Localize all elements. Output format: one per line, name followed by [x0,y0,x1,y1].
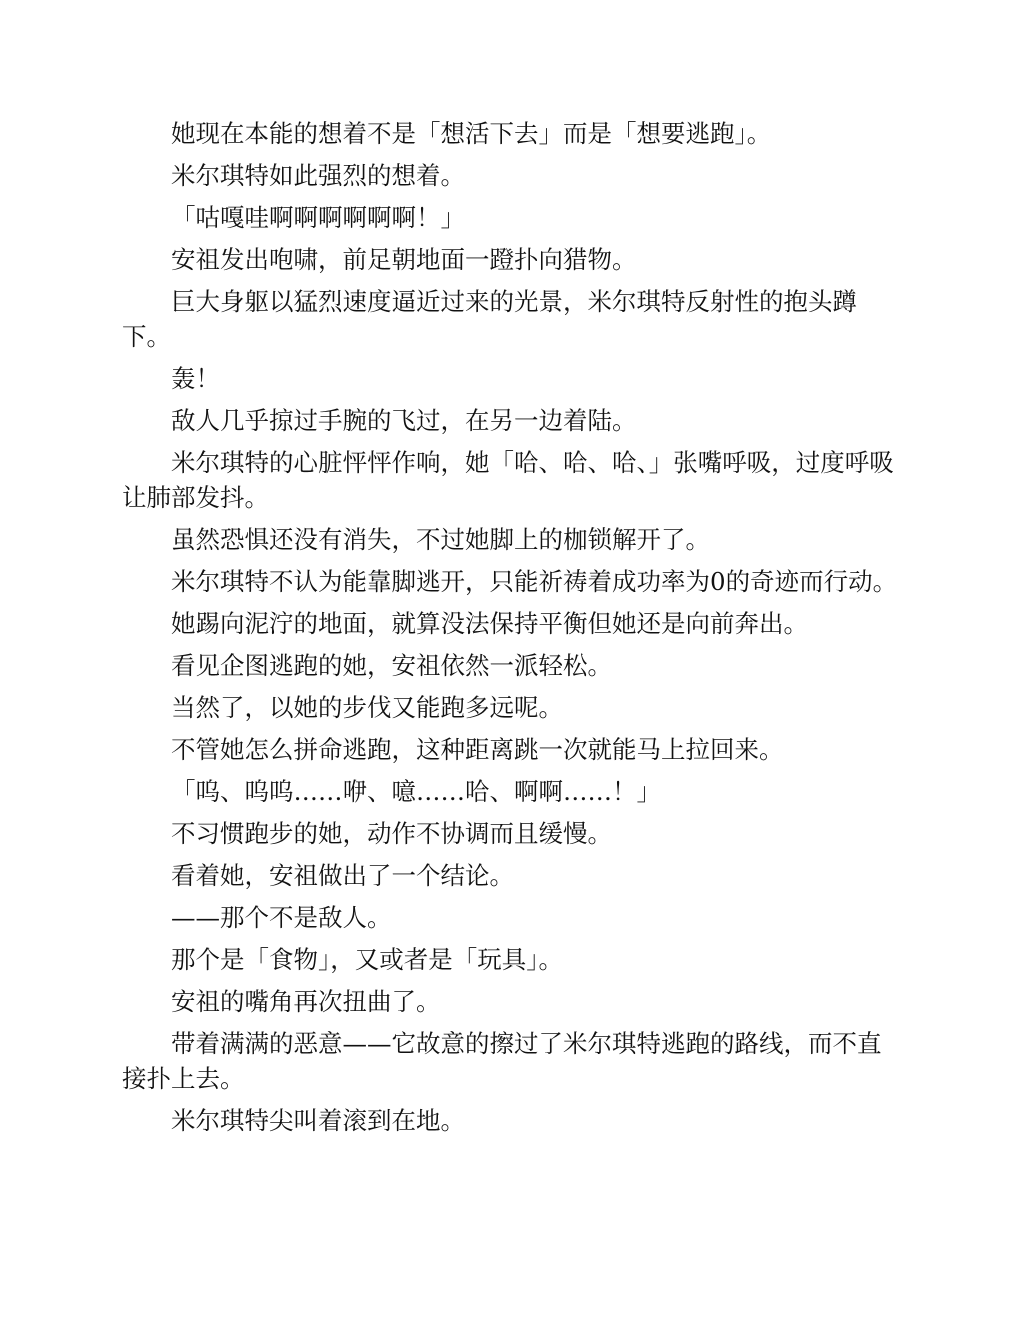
paragraph: 她现在本能的想着不是「想活下去」而是「想要逃跑」。 [171,119,772,148]
paragraph: 米尔琪特的心脏怦怦作响，她「哈、哈、哈、」张嘴呼吸，过度呼吸让肺部发抖。 [122,448,894,512]
paragraph: 虽然恐惧还没有消失，不过她脚上的枷锁解开了。 [171,525,710,554]
paragraph: 不习惯跑步的她，动作不协调而且缓慢。 [171,819,612,848]
paragraph: 当然了，以她的步伐又能跑多远呢。 [171,693,563,722]
paragraph: 「咕嘎哇啊啊啊啊啊啊！」 [171,203,465,232]
paragraph: 「呜、呜呜……咿、噫……哈、啊啊……！」 [171,777,661,806]
paragraph: 安祖发出咆啸，前足朝地面一蹬扑向猎物。 [171,245,637,274]
paragraph: ——那个不是敌人。 [171,903,392,932]
paragraph: 米尔琪特不认为能靠脚逃开，只能祈祷着成功率为0的奇迹而行动。 [171,567,898,596]
paragraph: 那个是「食物」，又或者是「玩具」。 [171,945,563,974]
paragraph: 米尔琪特如此强烈的想着。 [171,161,465,190]
paragraph: 带着满满的恶意——它故意的擦过了米尔琪特逃跑的路线，而不直接扑上去。 [122,1029,882,1093]
paragraph: 轰！ [171,364,220,393]
paragraph: 米尔琪特尖叫着滚到在地。 [171,1106,465,1135]
paragraph: 看见企图逃跑的她，安祖依然一派轻松。 [171,651,612,680]
paragraph: 巨大身躯以猛烈速度逼近过来的光景，米尔琪特反射性的抱头蹲下。 [122,287,857,351]
paragraph: 安祖的嘴角再次扭曲了。 [171,987,441,1016]
paragraph: 敌人几乎掠过手腕的飞过，在另一边着陆。 [171,406,637,435]
body-text [122,116,900,1145]
paragraph: 她踢向泥泞的地面，就算没法保持平衡但她还是向前奔出。 [171,609,808,638]
paragraph: 看着她，安祖做出了一个结论。 [171,861,514,890]
paragraph: 不管她怎么拼命逃跑，这种距离跳一次就能马上拉回来。 [171,735,784,764]
